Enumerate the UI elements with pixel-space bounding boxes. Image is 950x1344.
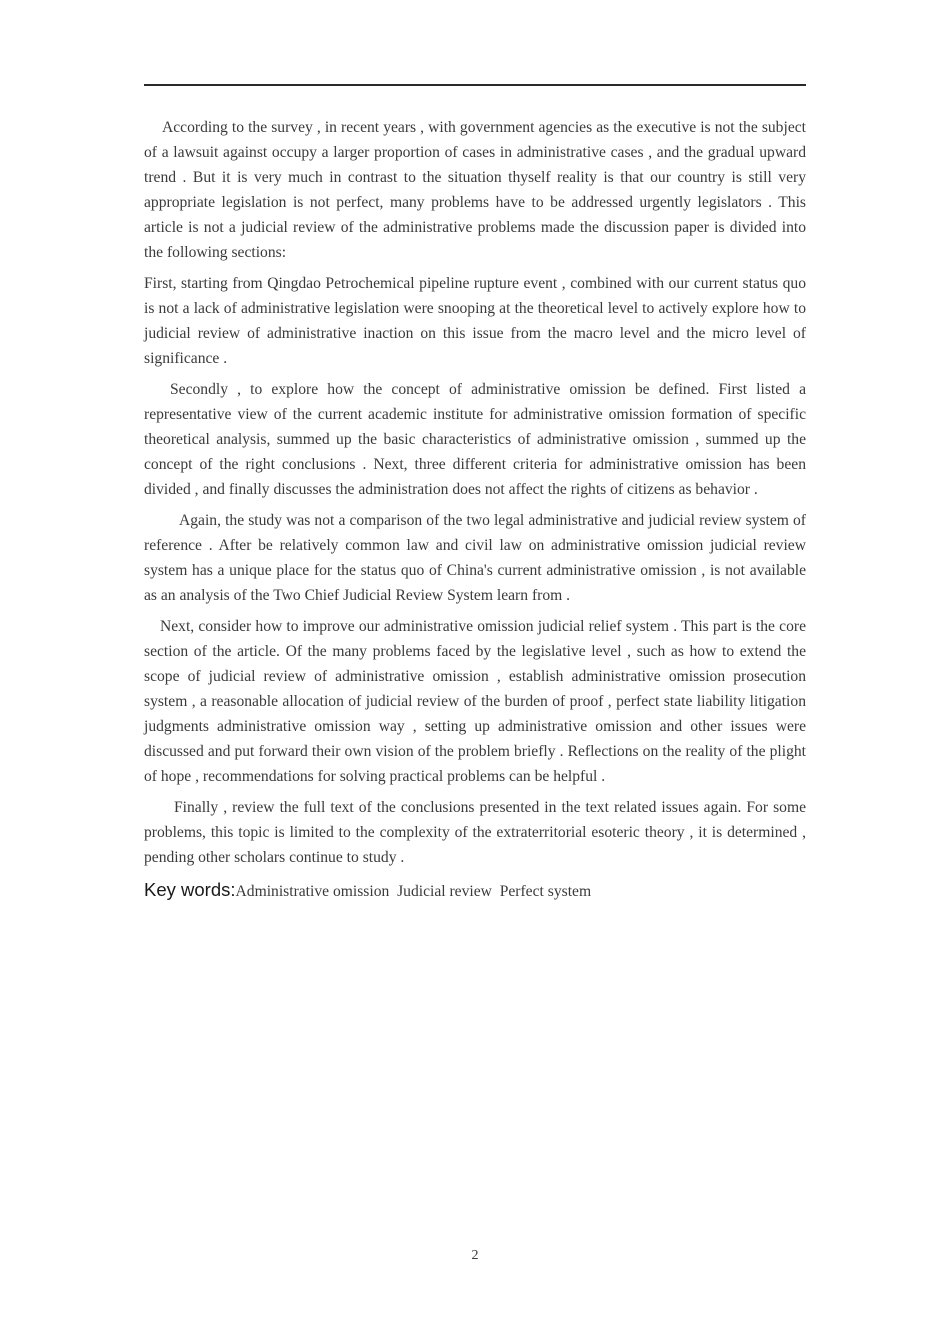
keywords-line	[144, 876, 806, 906]
page-number: 2	[471, 1248, 479, 1263]
paragraph-1: According to the survey , in recent years , with government agencies as the executive is not the subject of a lawsuit against occupy a larger proportion of cases in administrative cases , and the gradual upward trend . But it is very much in contrast to the situation thyself reality is that our country is still very appropriate legislation is not perfect, many problems have to be addressed urgently legislators . This article is not a judicial review of the administrative problems made the discussion paper is divided into the following sections:	[144, 119, 806, 261]
abstract-body	[144, 115, 806, 906]
header-rule	[144, 84, 806, 86]
keywords-values: Administrative omission Judicial review Perfect system	[235, 883, 592, 900]
paragraph-6: Finally , review the full text of the conclusions presented in the text related issues again. For some problems, this topic is limited to the complexity of the extraterritorial esoteric theory , it is determined , pending other scholars continue to study .	[144, 799, 806, 866]
paragraph-2: First, starting from Qingdao Petrochemical pipeline rupture event , combined with our current status quo is not a lack of administrative legislation were snooping at the theoretical level to actively explore how to judicial review of administrative inaction on this issue from the macro level and the micro level of significance .	[144, 275, 806, 367]
paragraph-4: Again, the study was not a comparison of the two legal administrative and judicial review system of reference . After be relatively common law and civil law on administrative omission judicial review system has a unique place for the status quo of China's current administrative omission , is not available as an analysis of the Two Chief Judicial Review System learn from .	[144, 512, 806, 604]
paragraph-3: Secondly , to explore how the concept of administrative omission be defined. First listed a representative view of the current academic institute for administrative omission formation of specific theoretical analysis, summed up the basic characteristics of administrative omission , summed up the concept of the right conclusions . Next, three different criteria for administrative omission has been divided , and finally discusses the administration does not affect the rights of citizens as behavior .	[144, 381, 806, 498]
paragraph-5: Next, consider how to improve our administrative omission judicial relief system . This part is the core section of the article. Of the many problems faced by the legislative level , such as how to extend the scope of judicial review of administrative omission , establish administrative omission prosecution system , a reasonable allocation of judicial review of the burden of proof , perfect state liability litigation judgments administrative omission way , setting up administrative omission and other issues were discussed and put forward their own vision of the problem briefly . Reflections on the reality of the plight of hope , recommendations for solving practical problems can be helpful .	[144, 618, 806, 785]
keywords-label: Key words:	[144, 879, 236, 900]
